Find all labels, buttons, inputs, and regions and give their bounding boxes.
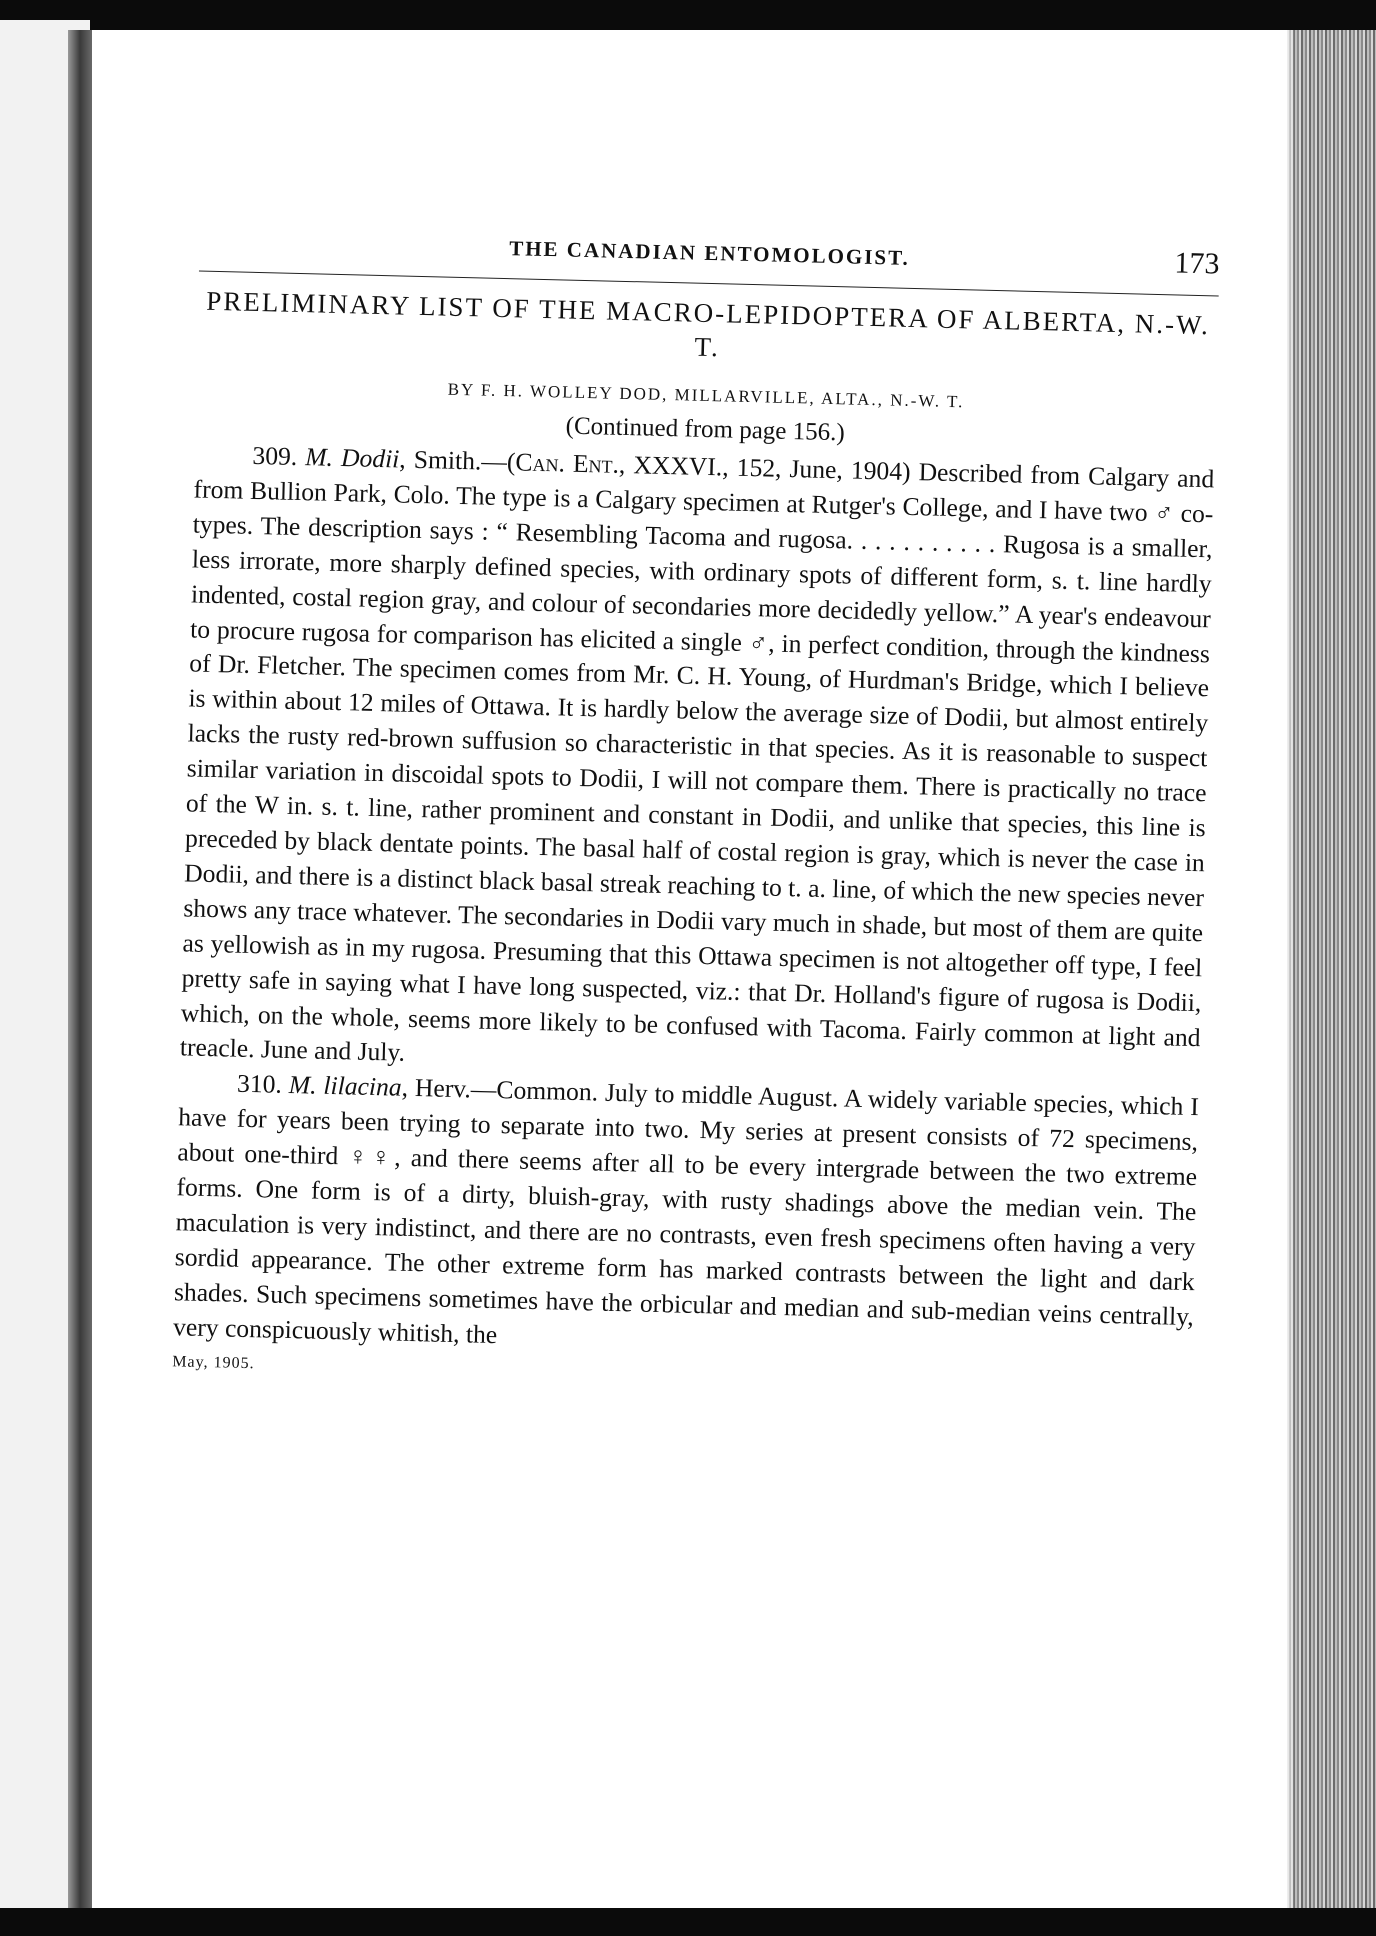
running-head <box>199 223 1220 288</box>
article-byline: BY F. H. WOLLEY DOD, MILLARVILLE, ALTA., N.-W. T. <box>447 379 965 412</box>
species-author: , Herv.— <box>401 1073 497 1105</box>
article-title: PRELIMINARY LIST OF THE MACRO-LEPIDOPTERA OF ALBERTA, N.-W. T. <box>205 285 1211 363</box>
continued-note: (Continued from page 156.) <box>565 412 846 447</box>
journal-page <box>92 30 1287 1908</box>
footer-date: May, 1905. <box>172 1352 255 1372</box>
species-entry-310 <box>173 1066 1200 1370</box>
page-stack-edge <box>1285 30 1376 1908</box>
scan-bottom-border <box>0 1908 1376 1936</box>
scan-top-border <box>0 0 1376 30</box>
species-name: M. lilacina <box>288 1070 403 1103</box>
species-name: M. Dodii <box>304 442 400 474</box>
entry-text: Common. July to middle August. A widely variable species, which I have for years been trying to separate into two. My series at present consists of 72 specimens, about one-third ♀♀, and there seems after all to be every intergrade between the two extreme forms. One form is of a dirty, bluish-gray, with rusty shadings above the median vein. The maculation is very indistinct, and there are no contrasts, even fresh specimens often having a very sordid appearance. The other extreme form has marked contrasts between the light and dark shades. Such specimens sometimes have the orbicular and median and sub-median veins centrally, very conspicuously whitish, the <box>172 1075 1200 1349</box>
species-author: , Smith.—( <box>399 444 516 477</box>
page-number: 173 <box>1174 246 1220 281</box>
book-gutter-shadow <box>68 30 92 1908</box>
citation-abbrev: Can. Ent. <box>515 447 620 479</box>
running-title: THE CANADIAN ENTOMOLOGIST. <box>508 236 911 270</box>
page-content <box>172 223 1220 1396</box>
entry-number: 310. <box>236 1069 283 1100</box>
entry-text: , XXXVI., 152, June, 1904) Described from Calgary and from Bullion Park, Colo. The type is a Calgary specimen at Rutger's College, and I have two ♂ co-types. The description says : “ Resembling Tacoma and rugosa. . . . . . . . . . . Rugosa is a smaller, less irrorate, more sharply defined species, with ordinary spots of different form, s. t. line hardly indented, costal region gray, and colour of secondaries more decidedly yellow.” A year's endeavour to procure rugosa for comparison has elicited a single ♂, in perfect condition, through the kindness of Dr. Fletcher. The specimen comes from Mr. C. H. Young, of Hurdman's Bridge, which I believe is within about 12 miles of Ottawa. It is hardly below the average size of Dodii, but almost entirely lacks the rusty red-brown suffusion so characteristic in that species. As it is reasonable to suspect similar variation in discoidal spots to Dodii, I will not compare them. There is practically no trace of the W in. s. t. line, rather prominent and constant in Dodii, and unlike that species, this line is preceded by black dentate points. The basal half of costal region is gray, which is never the case in Dodii, and there is a distinct black basal streak reaching to t. a. line, of which the new species never shows any trace whatever. The secondaries in Dodii vary much in shade, but most of them are quite as yellowish as in my rugosa. Presuming that this Ottawa specimen is not altogether off type, I feel pretty safe in saying what I have long suspected, viz.: that Dr. Holland's figure of rugosa is Dodii, which, on the whole, seems more likely to be confused with Tacoma. Fairly common at light and treacle. June and July. <box>179 449 1215 1068</box>
entry-number: 309. <box>252 440 298 471</box>
species-entry-309 <box>180 437 1215 1090</box>
